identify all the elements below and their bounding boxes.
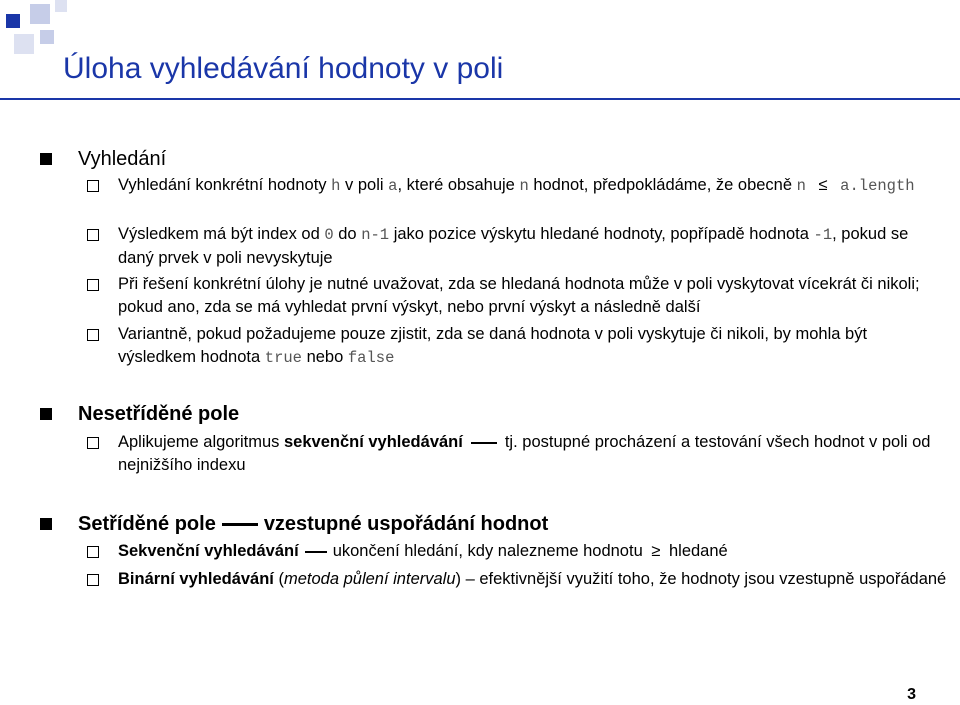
list-item: Vyhledání konkrétní hodnoty h v poli a, které obsahuje n hodnot, předpokládáme, že obecně n ≤ a.length [118, 176, 915, 195]
sub-bullet-box [87, 546, 99, 558]
decor-square [55, 0, 67, 12]
page-number: 3 [907, 686, 916, 703]
decor-square [14, 34, 34, 54]
dash-rule [305, 551, 327, 553]
list-item: Sekvenční vyhledávání ukončení hledání, kdy nalezneme hodnotu ≥ hledané [118, 542, 728, 560]
section-heading-setridene: Setříděné pole vzestupné uspořádání hodnot [78, 513, 549, 535]
sub-bullet-box [87, 229, 99, 241]
list-item: Při řešení konkrétní úlohy je nutné uvažovat, zda se hledaná hodnota může v poli vyskytovat vícekrát či nikoli; pokud ano, zda se má vyhledat první výskyt, nebo první výskyt a následně další [118, 275, 920, 316]
bullet-square [40, 518, 52, 530]
bullet-square [40, 408, 52, 420]
decor-square [40, 30, 54, 44]
dash-rule [471, 442, 497, 444]
sub-bullet-box [87, 329, 99, 341]
bullet-square [40, 153, 52, 165]
sub-bullet-box [87, 279, 99, 291]
dash-rule [222, 523, 258, 526]
slide-title: Úloha vyhledávání hodnoty v poli [63, 52, 504, 85]
title-underline [0, 98, 960, 100]
sub-bullet-box [87, 180, 99, 192]
decor-square [30, 4, 50, 24]
section-heading-vyhledani: Vyhledání [78, 148, 167, 170]
decor-square [6, 14, 20, 28]
list-item: Binární vyhledávání (metoda půlení intervalu) – efektivnější využití toho, že hodnoty jsou vzestupně uspořádané [118, 570, 947, 588]
sub-bullet-box [87, 574, 99, 586]
sub-bullet-box [87, 437, 99, 449]
section-heading-nesetridene: Nesetříděné pole [78, 403, 240, 425]
list-item: Výsledkem má být index od 0 do n-1 jako pozice výskytu hledané hodnoty, popřípadě hodnota -1, pokud se daný prvek v poli nevyskytuje [118, 225, 909, 267]
list-item: Aplikujeme algoritmus sekvenční vyhledávání tj. postupné procházení a testování všech hodnot v poli od nejnižšího indexu [118, 433, 931, 474]
list-item: Variantně, pokud požadujeme pouze zjistit, zda se daná hodnota v poli vyskytuje či nikoli, by mohla být výsledkem hodnota true nebo false [118, 325, 868, 367]
